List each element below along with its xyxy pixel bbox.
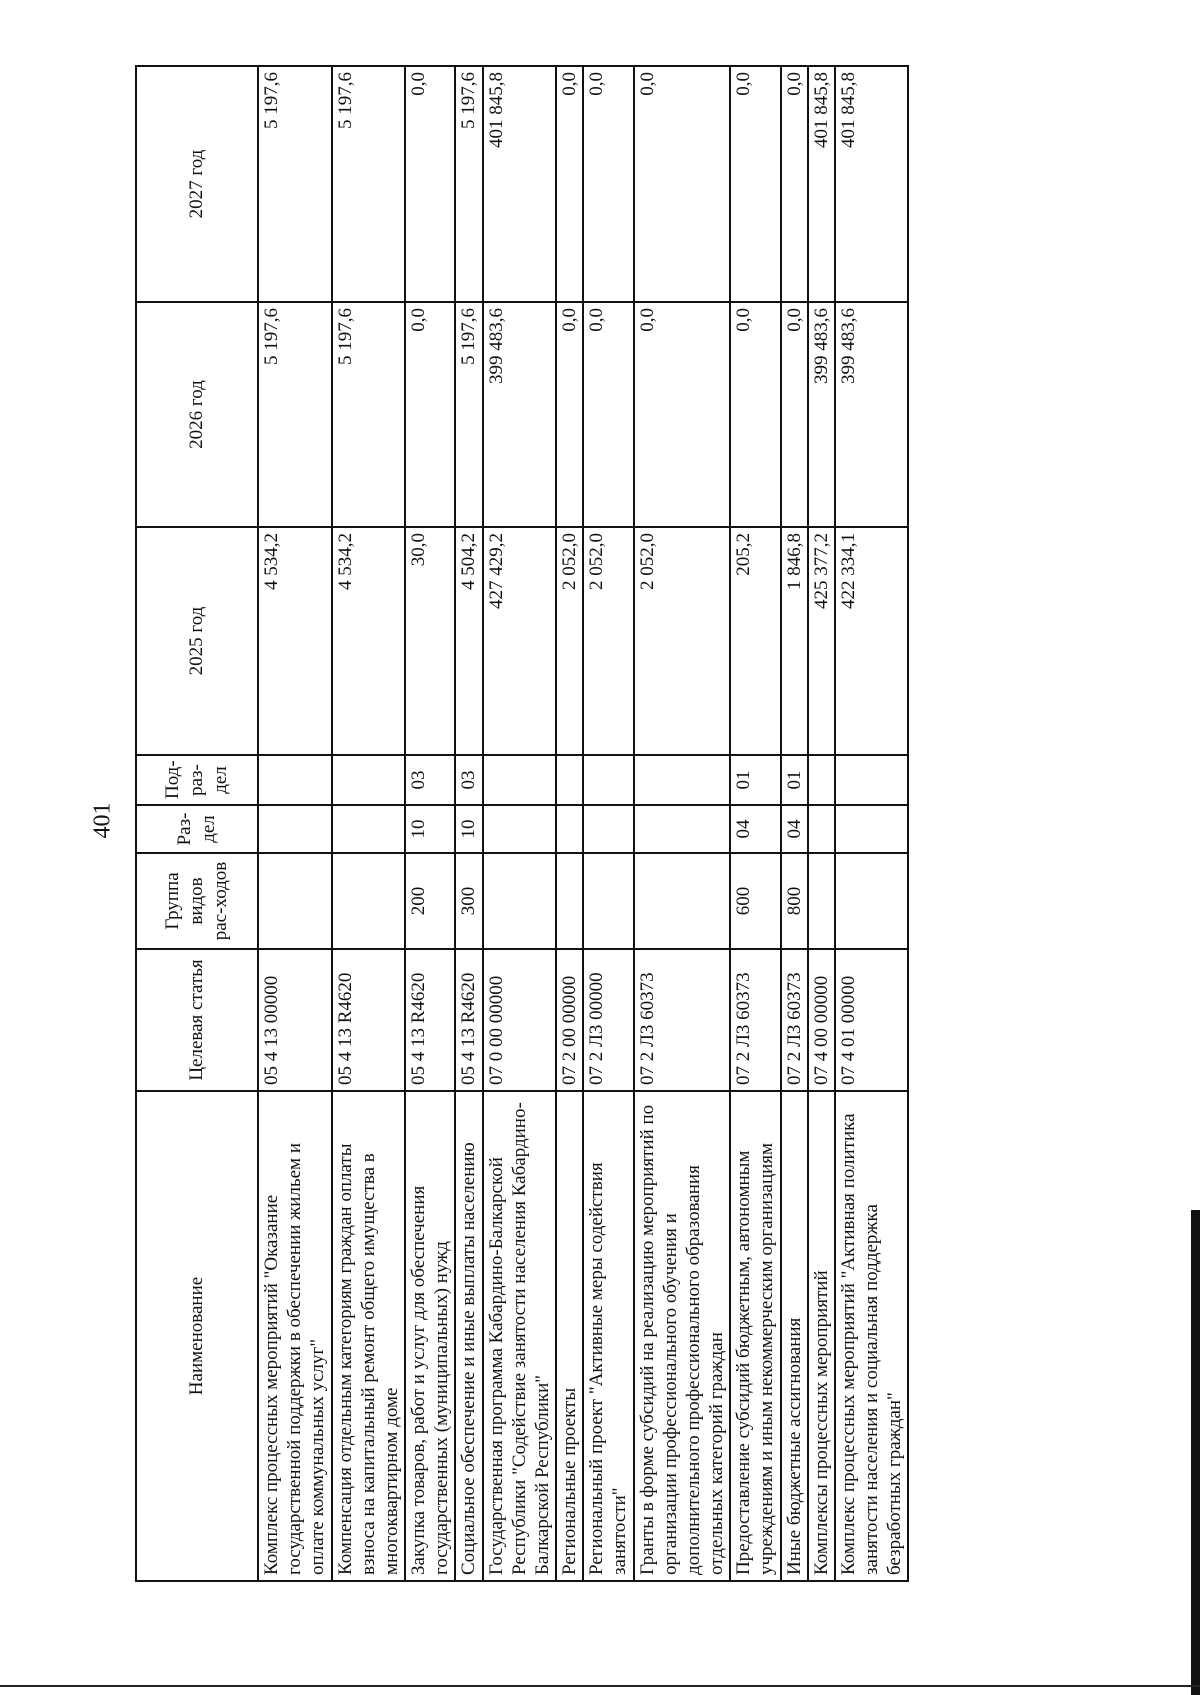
cell-name: Гранты в форме субсидий на реализацию мероприятий по организации профессионального обучения и дополнительного профессионального образования отдельных категорий граждан — [634, 1091, 731, 1581]
cell-2027: 0,0 — [634, 66, 731, 302]
cell-name: Комплекс процессных мероприятий "Активная политика занятости населения и социальная поддержка безработных граждан" — [835, 1091, 909, 1581]
cell-name: Иные бюджетные ассигнования — [781, 1091, 808, 1581]
cell-subsection — [332, 755, 406, 805]
table-row — [583, 66, 633, 1581]
cell-2026: 0,0 — [634, 302, 731, 527]
cell-subsection: 03 — [455, 755, 482, 805]
cell-group — [258, 853, 332, 949]
cell-name: Социальное обеспечение и иные выплаты населению — [455, 1091, 482, 1581]
cell-2026: 0,0 — [730, 302, 780, 527]
cell-2026: 5 197,6 — [258, 302, 332, 527]
cell-2025: 2 052,0 — [634, 527, 731, 755]
page-number-text: 401 — [89, 802, 116, 838]
cell-target: 07 2 Л3 60373 — [730, 949, 780, 1091]
cell-group: 600 — [730, 853, 780, 949]
cell-2026: 5 197,6 — [332, 302, 406, 527]
cell-2025: 4 504,2 — [455, 527, 482, 755]
cell-subsection — [634, 755, 731, 805]
cell-2026: 0,0 — [583, 302, 633, 527]
header-target-article: Целевая статья — [136, 949, 258, 1091]
header-year-2026: 2026 год — [136, 302, 258, 527]
cell-section — [808, 805, 835, 853]
cell-2027: 401 845,8 — [835, 66, 909, 302]
cell-section: 10 — [405, 805, 455, 853]
header-name: Наименование — [136, 1091, 258, 1581]
header-year-2027: 2027 год — [136, 66, 258, 302]
cell-2027: 0,0 — [405, 66, 455, 302]
table-row — [781, 66, 808, 1581]
cell-2027: 0,0 — [730, 66, 780, 302]
cell-2026: 399 483,6 — [835, 302, 909, 527]
table-row — [455, 66, 482, 1581]
cell-target: 05 4 13 00000 — [258, 949, 332, 1091]
cell-group — [332, 853, 406, 949]
cell-target: 07 4 00 00000 — [808, 949, 835, 1091]
cell-group: 300 — [455, 853, 482, 949]
cell-2025: 427 429,2 — [483, 527, 557, 755]
cell-group: 200 — [405, 853, 455, 949]
header-subsection: Под-раз-дел — [136, 755, 258, 805]
cell-target: 07 4 01 00000 — [835, 949, 909, 1091]
cell-2026: 0,0 — [781, 302, 808, 527]
cell-section — [835, 805, 909, 853]
cell-section — [332, 805, 406, 853]
cell-subsection: 01 — [781, 755, 808, 805]
cell-2027: 401 845,8 — [808, 66, 835, 302]
cell-2026: 0,0 — [405, 302, 455, 527]
cell-section: 04 — [730, 805, 780, 853]
table-row — [835, 66, 909, 1581]
table-row — [556, 66, 583, 1581]
cell-name: Региональные проекты — [556, 1091, 583, 1581]
cell-subsection — [258, 755, 332, 805]
cell-2027: 5 197,6 — [332, 66, 406, 302]
cell-2025: 4 534,2 — [332, 527, 406, 755]
cell-2025: 422 334,1 — [835, 527, 909, 755]
cell-name: Предоставление субсидий бюджетным, автономным учреждениям и иным некоммерческим организациям — [730, 1091, 780, 1581]
cell-target: 07 2 Л3 60373 — [781, 949, 808, 1091]
cell-subsection: 03 — [405, 755, 455, 805]
cell-2027: 401 845,8 — [483, 66, 557, 302]
cell-target: 07 2 Л3 60373 — [634, 949, 731, 1091]
cell-2026: 399 483,6 — [483, 302, 557, 527]
cell-name: Комплексы процессных мероприятий — [808, 1091, 835, 1581]
cell-section: 04 — [781, 805, 808, 853]
cell-2025: 2 052,0 — [556, 527, 583, 755]
cell-2025: 205,2 — [730, 527, 780, 755]
cell-name: Государственная программа Кабардино-Балкарской Республики "Содействие занятости населения Кабардино-Балкарской Республики" — [483, 1091, 557, 1581]
cell-2027: 5 197,6 — [455, 66, 482, 302]
cell-subsection — [835, 755, 909, 805]
cell-section — [556, 805, 583, 853]
cell-group — [808, 853, 835, 949]
cell-name: Закупка товаров, работ и услуг для обеспечения государственных (муниципальных) нужд — [405, 1091, 455, 1581]
cell-target: 05 4 13 R4620 — [405, 949, 455, 1091]
budget-table-rotated — [135, 67, 1055, 1582]
header-section: Раз-дел — [136, 805, 258, 853]
cell-group — [583, 853, 633, 949]
cell-2025: 4 534,2 — [258, 527, 332, 755]
header-year-2025: 2025 год — [136, 527, 258, 755]
cell-2026: 5 197,6 — [455, 302, 482, 527]
cell-section — [483, 805, 557, 853]
cell-group: 800 — [781, 853, 808, 949]
cell-name: Компенсация отдельным категориям граждан оплаты взноса на капитальный ремонт общего имущества в многоквартирном доме — [332, 1091, 406, 1581]
cell-2025: 30,0 — [405, 527, 455, 755]
cell-2027: 0,0 — [556, 66, 583, 302]
cell-2025: 1 846,8 — [781, 527, 808, 755]
cell-2027: 5 197,6 — [258, 66, 332, 302]
table-row — [332, 66, 406, 1581]
scan-bottom-line — [0, 1685, 1200, 1687]
cell-subsection — [583, 755, 633, 805]
cell-target: 07 2 Л3 00000 — [583, 949, 633, 1091]
budget-table — [135, 65, 909, 1582]
cell-subsection — [556, 755, 583, 805]
cell-target: 07 0 00 00000 — [483, 949, 557, 1091]
cell-section — [583, 805, 633, 853]
table-row — [634, 66, 731, 1581]
cell-name: Региональный проект "Активные меры содействия занятости" — [583, 1091, 633, 1581]
cell-2027: 0,0 — [781, 66, 808, 302]
cell-group — [483, 853, 557, 949]
cell-target: 05 4 13 R4620 — [455, 949, 482, 1091]
scan-edge-bar — [1191, 1210, 1200, 1695]
cell-group — [835, 853, 909, 949]
cell-subsection — [483, 755, 557, 805]
header-expense-group: Группа видов рас-ходов — [136, 853, 258, 949]
cell-2026: 0,0 — [556, 302, 583, 527]
cell-target: 05 4 13 R4620 — [332, 949, 406, 1091]
cell-section — [258, 805, 332, 853]
table-row — [808, 66, 835, 1581]
cell-name: Комплекс процессных мероприятий "Оказание государственной поддержки в обеспечении жильем и оплате коммунальных услуг" — [258, 1091, 332, 1581]
cell-2027: 0,0 — [583, 66, 633, 302]
table-row — [258, 66, 332, 1581]
cell-group — [556, 853, 583, 949]
table-row — [405, 66, 455, 1581]
cell-section — [634, 805, 731, 853]
cell-target: 07 2 00 00000 — [556, 949, 583, 1091]
cell-group — [634, 853, 731, 949]
cell-subsection: 01 — [730, 755, 780, 805]
table-row — [483, 66, 557, 1581]
cell-2026: 399 483,6 — [808, 302, 835, 527]
cell-subsection — [808, 755, 835, 805]
cell-section: 10 — [455, 805, 482, 853]
table-header-row — [136, 66, 258, 1581]
cell-2025: 2 052,0 — [583, 527, 633, 755]
page-number — [78, 780, 128, 860]
table-row — [730, 66, 780, 1581]
cell-2025: 425 377,2 — [808, 527, 835, 755]
